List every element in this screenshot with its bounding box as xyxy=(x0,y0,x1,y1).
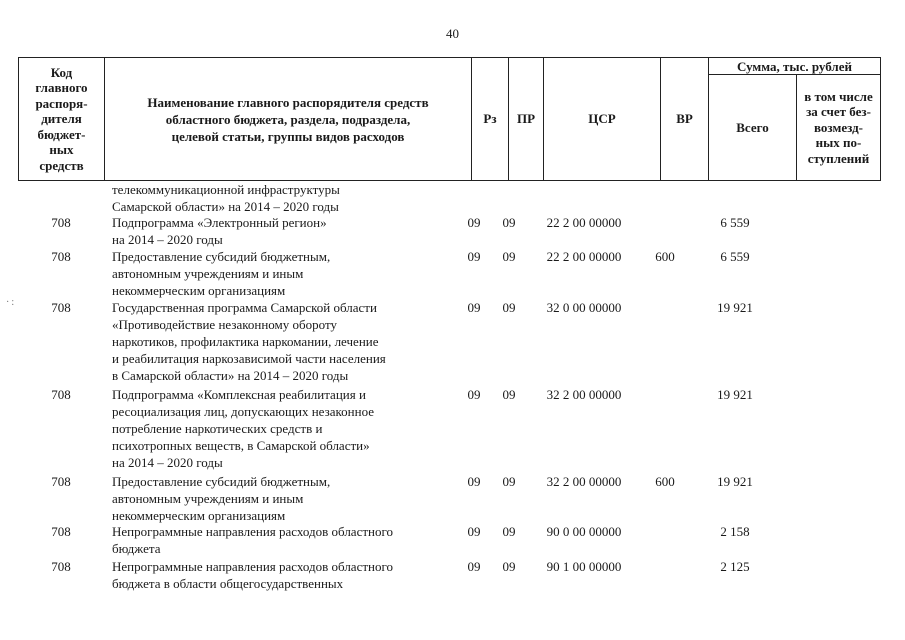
header-code xyxy=(19,58,105,181)
row-name-line: ресоциализация лиц, допускающих незаконное xyxy=(112,404,375,419)
header-name-line: областного бюджета, раздела, подраздела, xyxy=(165,111,411,127)
header-pr: ПР xyxy=(509,58,544,181)
row-code: 708 xyxy=(51,524,71,539)
scan-margin-mark: ·: xyxy=(6,297,17,308)
row-name xyxy=(112,214,457,248)
row-rz: 09 xyxy=(467,300,481,315)
row-vr: 600 xyxy=(655,249,675,264)
row-name xyxy=(112,523,457,557)
row-name-line: Предоставление субсидий бюджетным, xyxy=(112,249,331,264)
row-name-line: «Противодействие незаконному обороту xyxy=(112,317,337,332)
row-name-line: Предоставление субсидий бюджетным, xyxy=(112,474,331,489)
row-total: 2 125 xyxy=(720,559,750,574)
row-total: 19 921 xyxy=(717,387,753,402)
header-code-line: Код xyxy=(50,64,73,80)
row-name-line: психотропных веществ, в Самарской области» xyxy=(112,438,370,453)
row-rz: 09 xyxy=(467,215,481,230)
row-csr: 32 2 00 00000 xyxy=(546,474,622,489)
row-name-line: Самарской области» на 2014 – 2020 годы xyxy=(112,199,339,214)
row-pr: 09 xyxy=(502,524,516,539)
row-name-line: Непрограммные направления расходов областного xyxy=(112,524,393,539)
header-rz: Рз xyxy=(472,58,509,181)
row-total: 19 921 xyxy=(717,474,753,489)
header-code-line: средств xyxy=(39,157,84,173)
header-incl-line: ных по- xyxy=(815,135,862,151)
row-rz: 09 xyxy=(467,474,481,489)
row-name-line: некоммерческим организациям xyxy=(112,283,286,298)
row-csr: 32 0 00 00000 xyxy=(546,300,622,315)
row-name-line: телекоммуникационной инфраструктуры xyxy=(112,182,340,197)
header-code-line: ных xyxy=(49,142,74,158)
row-rz: 09 xyxy=(467,387,481,402)
row-pr: 09 xyxy=(502,300,516,315)
page-number: 40 xyxy=(446,26,459,41)
row-name xyxy=(112,299,457,384)
row-name-line: автономным учреждениям и иным xyxy=(112,266,304,281)
row-pr: 09 xyxy=(502,474,516,489)
row-name-line: на 2014 – 2020 годы xyxy=(112,455,223,470)
header-incl-line: за счет без- xyxy=(806,104,871,120)
header-name xyxy=(105,58,472,181)
row-name-line: в Самарской области» на 2014 – 2020 годы xyxy=(112,368,349,383)
row-code: 708 xyxy=(51,215,71,230)
row-code: 708 xyxy=(51,249,71,264)
row-pr: 09 xyxy=(502,559,516,574)
header-incl-line: возмезд- xyxy=(814,119,863,135)
row-code: 708 xyxy=(51,474,71,489)
row-name-line: на 2014 – 2020 годы xyxy=(112,232,223,247)
header-incl-line: ступлений xyxy=(807,150,870,166)
row-name xyxy=(112,558,457,592)
header-vr: ВР xyxy=(661,58,709,181)
row-pr: 09 xyxy=(502,215,516,230)
row-csr: 22 2 00 00000 xyxy=(546,215,622,230)
header-name-line: Наименование главного распорядителя средств xyxy=(147,94,429,110)
row-csr: 32 2 00 00000 xyxy=(546,387,622,402)
row-csr: 22 2 00 00000 xyxy=(546,249,622,264)
row-total: 2 158 xyxy=(720,524,750,539)
header-total: Всего xyxy=(709,75,797,181)
header-code-line: бюджет- xyxy=(37,126,86,142)
row-pr: 09 xyxy=(502,387,516,402)
row-csr: 90 1 00 00000 xyxy=(546,559,622,574)
header-sum-title: Сумма, тыс. рублей xyxy=(709,58,881,75)
header-code-line: распоря- xyxy=(35,95,88,111)
row-name-line: Подпрограмма «Электронный регион» xyxy=(112,215,327,230)
row-total: 19 921 xyxy=(717,300,753,315)
header-code-line: дителя xyxy=(41,111,82,127)
table-header xyxy=(18,57,881,181)
header-code-line: главного xyxy=(35,80,88,96)
row-name xyxy=(112,181,457,215)
row-rz: 09 xyxy=(467,524,481,539)
row-code: 708 xyxy=(51,559,71,574)
header-incl-line: в том числе xyxy=(804,88,873,104)
row-total: 6 559 xyxy=(720,249,750,264)
row-code: 708 xyxy=(51,387,71,402)
row-name-line: некоммерческим организациям xyxy=(112,508,286,523)
header-name-line: целевой статьи, группы видов расходов xyxy=(171,128,405,144)
row-name-line: Государственная программа Самарской области xyxy=(112,300,377,315)
row-name-line: бюджета в области общегосударственных xyxy=(112,576,344,591)
row-total: 6 559 xyxy=(720,215,750,230)
row-rz: 09 xyxy=(467,249,481,264)
row-name-line: Подпрограмма «Комплексная реабилитация и xyxy=(112,387,366,402)
row-name-line: автономным учреждениям и иным xyxy=(112,491,304,506)
row-name-line: Непрограммные направления расходов областного xyxy=(112,559,393,574)
row-name-line: наркотиков, профилактика наркомании, лечение xyxy=(112,334,379,349)
header-csr: ЦСР xyxy=(544,58,661,181)
row-csr: 90 0 00 00000 xyxy=(546,524,622,539)
row-name xyxy=(112,386,457,471)
row-name-line: и реабилитация наркозависимой части населения xyxy=(112,351,386,366)
header-incl xyxy=(797,75,881,181)
row-code: 708 xyxy=(51,300,71,315)
row-name xyxy=(112,248,457,299)
row-vr: 600 xyxy=(655,474,675,489)
row-name-line: бюджета xyxy=(112,541,161,556)
row-pr: 09 xyxy=(502,249,516,264)
row-name-line: потребление наркотических средств и xyxy=(112,421,323,436)
row-rz: 09 xyxy=(467,559,481,574)
row-name xyxy=(112,473,457,524)
